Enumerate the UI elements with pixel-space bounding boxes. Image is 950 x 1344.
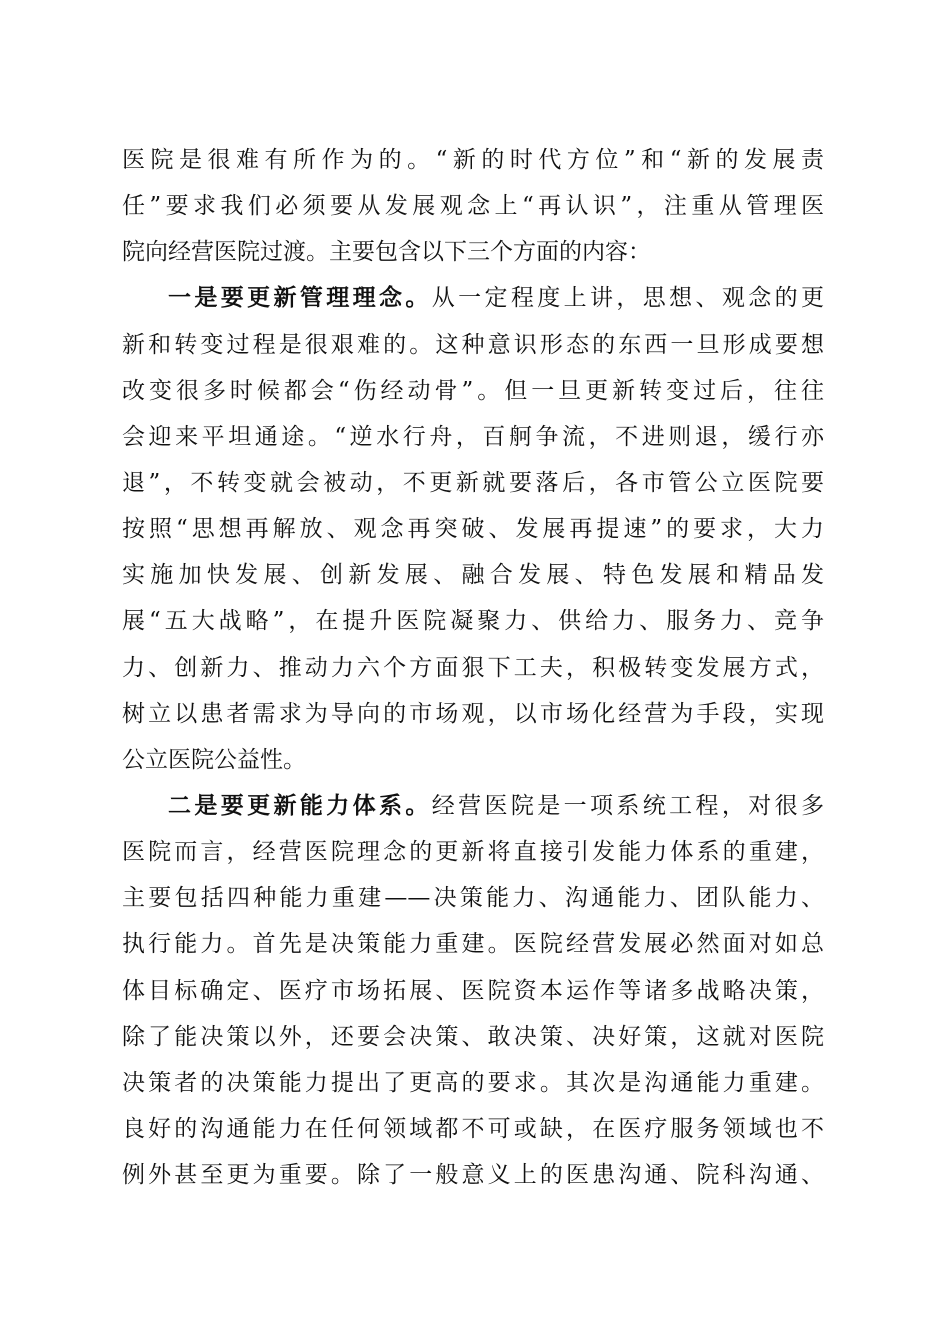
- paragraph-line: 力、创新力、推动力六个方面狠下工夫，积极转变发展方式，: [122, 654, 824, 681]
- paragraph-line: 院向经营医院过渡。主要包含以下三个方面的内容：: [122, 239, 651, 266]
- paragraph-line: 良好的沟通能力在任何领域都不可或缺，在医疗服务领域也不: [122, 1115, 824, 1142]
- paragraph-line: 按照“思想再解放、观念再突破、发展再提速”的要求，大力: [122, 516, 824, 543]
- paragraph-line: 任”要求我们必须要从发展观念上“再认识”，注重从管理医: [122, 193, 824, 220]
- paragraph-line: 展“五大战略”，在提升医院凝聚力、供给力、服务力、竞争: [122, 608, 824, 635]
- paragraph-first-line: [122, 783, 824, 829]
- paragraph-line: 执行能力。首先是决策能力重建。医院经营发展必然面对如总: [122, 931, 824, 958]
- paragraph-line: 决策者的决策能力提出了更高的要求。其次是沟通能力重建。: [122, 1069, 824, 1096]
- paragraph-lead-heading: 一是要更新管理理念。: [168, 284, 432, 312]
- paragraph-line: 会迎来平坦通途。“逆水行舟，百舸争流，不进则退，缓行亦: [122, 423, 824, 450]
- paragraph-line-text: 经营医院是一项系统工程，对很多: [431, 792, 824, 819]
- paragraph-line: 树立以患者需求为导向的市场观，以市场化经营为手段，实现: [122, 700, 824, 727]
- paragraph-line: 公立医院公益性。: [122, 746, 306, 773]
- paragraph-first-line: [122, 275, 824, 321]
- paragraph-line: 改变很多时候都会“伤经动骨”。但一旦更新转变过后，往往: [122, 377, 824, 404]
- paragraph-line: 除了能决策以外，还要会决策、敢决策、决好策，这就对医院: [122, 1023, 824, 1050]
- paragraph-line: 医院是很难有所作为的。“新的时代方位”和“新的发展责: [122, 147, 824, 173]
- paragraph-line: 退”，不转变就会被动，不更新就要落后，各市管公立医院要: [122, 469, 824, 496]
- paragraph-line-text: 从一定程度上讲，思想、观念的更: [431, 285, 824, 312]
- paragraph-line: 主要包括四种能力重建——决策能力、沟通能力、团队能力、: [122, 885, 824, 912]
- paragraph-line: 实施加快发展、创新发展、融合发展、特色发展和精品发: [122, 562, 824, 589]
- paragraph-line: 新和转变过程是很艰难的。这种意识形态的东西一旦形成要想: [122, 331, 824, 358]
- paragraph-lead-heading: 二是要更新能力体系。: [168, 791, 432, 819]
- document-body: [122, 137, 824, 1244]
- paragraph-line: 例外甚至更为重要。除了一般意义上的医患沟通、院科沟通、: [122, 1162, 824, 1189]
- paragraph-line: 体目标确定、医疗市场拓展、医院资本运作等诸多战略决策，: [122, 977, 824, 1004]
- paragraph-line: 医院而言，经营医院理念的更新将直接引发能力体系的重建，: [122, 839, 824, 866]
- paragraph-line: [122, 1198, 824, 1244]
